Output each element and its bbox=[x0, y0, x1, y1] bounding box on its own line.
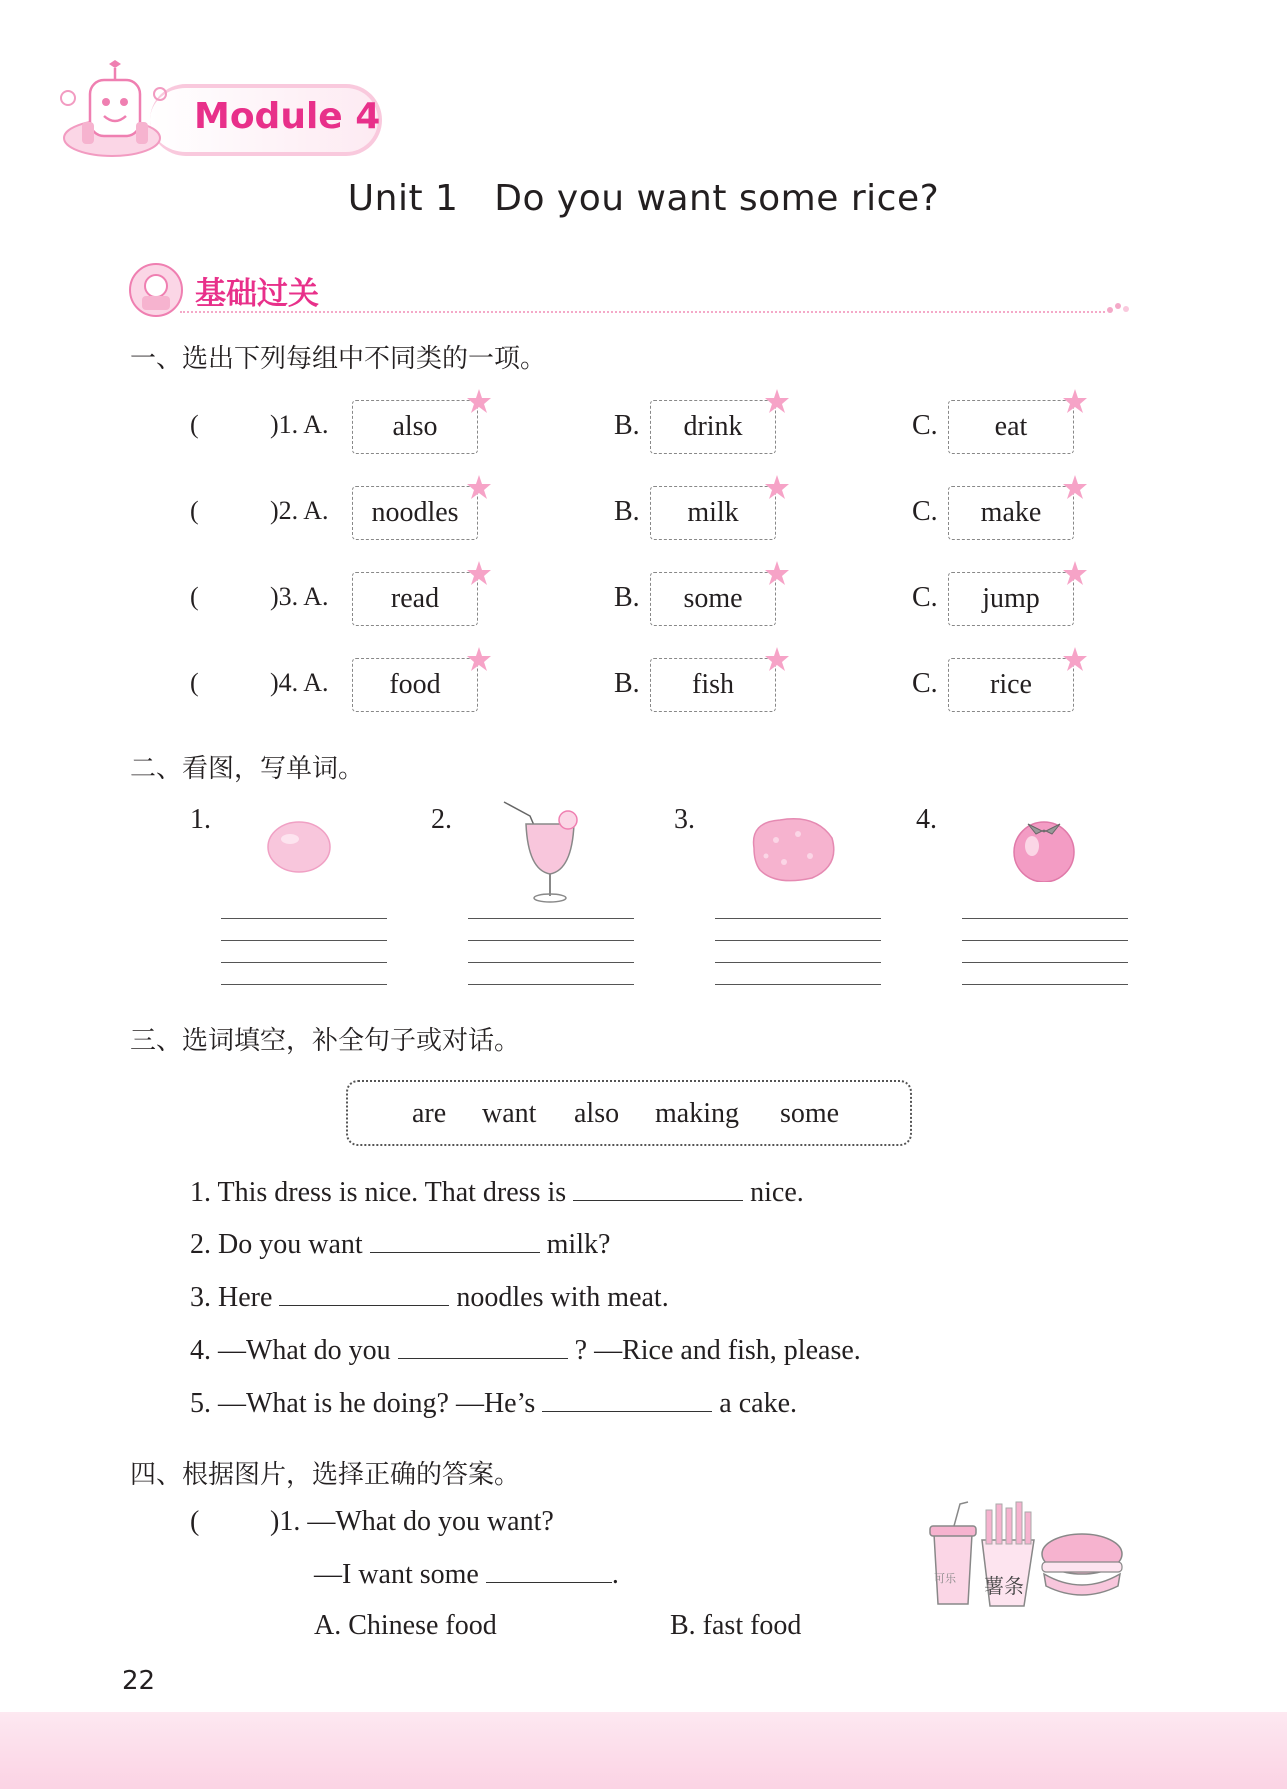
writing-line[interactable] bbox=[468, 962, 634, 963]
writing-line[interactable] bbox=[962, 918, 1128, 919]
star-icon bbox=[1062, 560, 1088, 586]
writing-line[interactable] bbox=[221, 984, 387, 985]
fill-sentence bbox=[190, 1281, 669, 1314]
option-word-box[interactable]: drink bbox=[650, 400, 776, 454]
option-letter: B. bbox=[614, 668, 640, 699]
potato-icon bbox=[746, 812, 838, 884]
option-word-box[interactable]: read bbox=[352, 572, 478, 626]
open-paren: ( bbox=[190, 1506, 200, 1537]
sentence-text: noodles with meat. bbox=[456, 1282, 669, 1313]
answer-line bbox=[314, 1558, 619, 1591]
writing-line[interactable] bbox=[715, 962, 881, 963]
sentence-text: 5. —What is he doing? —He’s bbox=[190, 1388, 536, 1419]
answer-prefix: —I want some bbox=[314, 1559, 479, 1590]
juice-glass-icon bbox=[500, 798, 586, 906]
part2-heading: 二、看图，写单词。 bbox=[130, 754, 365, 784]
question-number: )1. A. bbox=[270, 410, 329, 439]
answer-slot[interactable] bbox=[204, 406, 270, 442]
answer-blank[interactable] bbox=[573, 1176, 743, 1201]
section-title: 基础过关 bbox=[195, 276, 319, 312]
word-bank-item: some bbox=[780, 1098, 840, 1129]
open-paren: ( bbox=[190, 410, 199, 439]
option-word-box[interactable]: make bbox=[948, 486, 1074, 540]
fill-sentence bbox=[190, 1334, 861, 1367]
option-letter: C. bbox=[912, 496, 938, 527]
section-badge-icon bbox=[128, 262, 184, 318]
answer-slot[interactable] bbox=[204, 492, 270, 528]
answer-slot[interactable] bbox=[204, 578, 270, 614]
module-label: Module 4 bbox=[194, 96, 381, 137]
writing-line[interactable] bbox=[468, 918, 634, 919]
fast-food-icon bbox=[924, 1500, 1128, 1610]
picture-number: 2. bbox=[431, 804, 452, 835]
sentence-text: a cake. bbox=[719, 1388, 797, 1419]
sentence-text: nice. bbox=[750, 1177, 804, 1208]
picture-number: 1. bbox=[190, 804, 211, 835]
question-text: )1. —What do you want? bbox=[270, 1506, 554, 1537]
open-paren: ( bbox=[190, 496, 199, 525]
writing-line[interactable] bbox=[468, 984, 634, 985]
sentence-text: 3. Here bbox=[190, 1282, 273, 1313]
star-icon bbox=[466, 474, 492, 500]
sentence-text: ? —Rice and fish, please. bbox=[574, 1335, 861, 1366]
writing-line[interactable] bbox=[221, 918, 387, 919]
option-word-box[interactable]: rice bbox=[948, 658, 1074, 712]
fries-label: 薯条 bbox=[984, 1574, 1024, 1598]
cup-label: 可乐 bbox=[934, 1572, 956, 1585]
writing-line[interactable] bbox=[715, 918, 881, 919]
word-bank-item: making bbox=[655, 1098, 739, 1129]
option-b: B. fast food bbox=[670, 1610, 802, 1641]
writing-line[interactable] bbox=[221, 962, 387, 963]
star-icon bbox=[764, 388, 790, 414]
option-a: A. Chinese food bbox=[314, 1610, 497, 1641]
star-icon bbox=[764, 646, 790, 672]
writing-line[interactable] bbox=[962, 984, 1128, 985]
picture-number: 4. bbox=[916, 804, 937, 835]
picture-number: 3. bbox=[674, 804, 695, 835]
footer-band bbox=[0, 1712, 1287, 1789]
sentence-text: 1. This dress is nice. That dress is bbox=[190, 1177, 567, 1208]
star-icon bbox=[764, 560, 790, 586]
sentence-text: 2. Do you want bbox=[190, 1229, 363, 1260]
decorative-dots-icon bbox=[1106, 300, 1130, 316]
section-divider bbox=[180, 311, 1105, 313]
fill-sentence bbox=[190, 1387, 797, 1420]
star-icon bbox=[466, 646, 492, 672]
option-word-box[interactable]: jump bbox=[948, 572, 1074, 626]
question-number: )2. A. bbox=[270, 496, 329, 525]
answer-slot[interactable] bbox=[204, 664, 270, 700]
star-icon bbox=[1062, 388, 1088, 414]
question-number: )3. A. bbox=[270, 582, 329, 611]
answer-blank[interactable] bbox=[398, 1334, 568, 1359]
sentence-text: milk? bbox=[546, 1229, 611, 1260]
option-word-box[interactable]: fish bbox=[650, 658, 776, 712]
answer-slot[interactable] bbox=[204, 1506, 270, 1542]
part4-heading: 四、根据图片，选择正确的答案。 bbox=[130, 1460, 521, 1490]
writing-line[interactable] bbox=[962, 940, 1128, 941]
option-word-box[interactable]: milk bbox=[650, 486, 776, 540]
star-icon bbox=[1062, 646, 1088, 672]
question-number: )4. A. bbox=[270, 668, 329, 697]
word-bank-item: also bbox=[574, 1098, 620, 1129]
option-word-box[interactable]: food bbox=[352, 658, 478, 712]
answer-blank[interactable] bbox=[370, 1228, 540, 1253]
option-word-box[interactable]: also bbox=[352, 400, 478, 454]
answer-blank[interactable] bbox=[542, 1387, 712, 1412]
star-icon bbox=[466, 388, 492, 414]
option-letter: C. bbox=[912, 668, 938, 699]
answer-suffix: . bbox=[611, 1559, 619, 1590]
part3-heading: 三、选词填空，补全句子或对话。 bbox=[130, 1026, 521, 1056]
sentence-text: 4. —What do you bbox=[190, 1335, 391, 1366]
writing-line[interactable] bbox=[715, 984, 881, 985]
part1-heading: 一、选出下列每组中不同类的一项。 bbox=[130, 344, 547, 374]
writing-line[interactable] bbox=[962, 962, 1128, 963]
answer-blank[interactable] bbox=[486, 1558, 612, 1583]
option-letter: C. bbox=[912, 582, 938, 613]
word-bank-item: want bbox=[482, 1098, 537, 1129]
open-paren: ( bbox=[190, 582, 199, 611]
option-letter: B. bbox=[614, 410, 640, 441]
option-word-box[interactable]: noodles bbox=[352, 486, 478, 540]
fill-sentence bbox=[190, 1176, 804, 1209]
page-number: 22 bbox=[122, 1666, 156, 1696]
word-bank-item: are bbox=[412, 1098, 447, 1129]
open-paren: ( bbox=[190, 668, 199, 697]
option-letter: B. bbox=[614, 496, 640, 527]
star-icon bbox=[764, 474, 790, 500]
egg-icon bbox=[264, 818, 334, 876]
unit-title: Unit 1 Do you want some rice? bbox=[347, 178, 940, 219]
mascot-icon bbox=[52, 58, 182, 162]
tomato-icon bbox=[1004, 810, 1084, 882]
writing-line[interactable] bbox=[221, 940, 387, 941]
fill-sentence bbox=[190, 1228, 610, 1261]
option-letter: C. bbox=[912, 410, 938, 441]
answer-blank[interactable] bbox=[279, 1281, 449, 1306]
star-icon bbox=[1062, 474, 1088, 500]
option-letter: B. bbox=[614, 582, 640, 613]
option-word-box[interactable]: eat bbox=[948, 400, 1074, 454]
option-word-box[interactable]: some bbox=[650, 572, 776, 626]
writing-line[interactable] bbox=[468, 940, 634, 941]
star-icon bbox=[466, 560, 492, 586]
writing-line[interactable] bbox=[715, 940, 881, 941]
